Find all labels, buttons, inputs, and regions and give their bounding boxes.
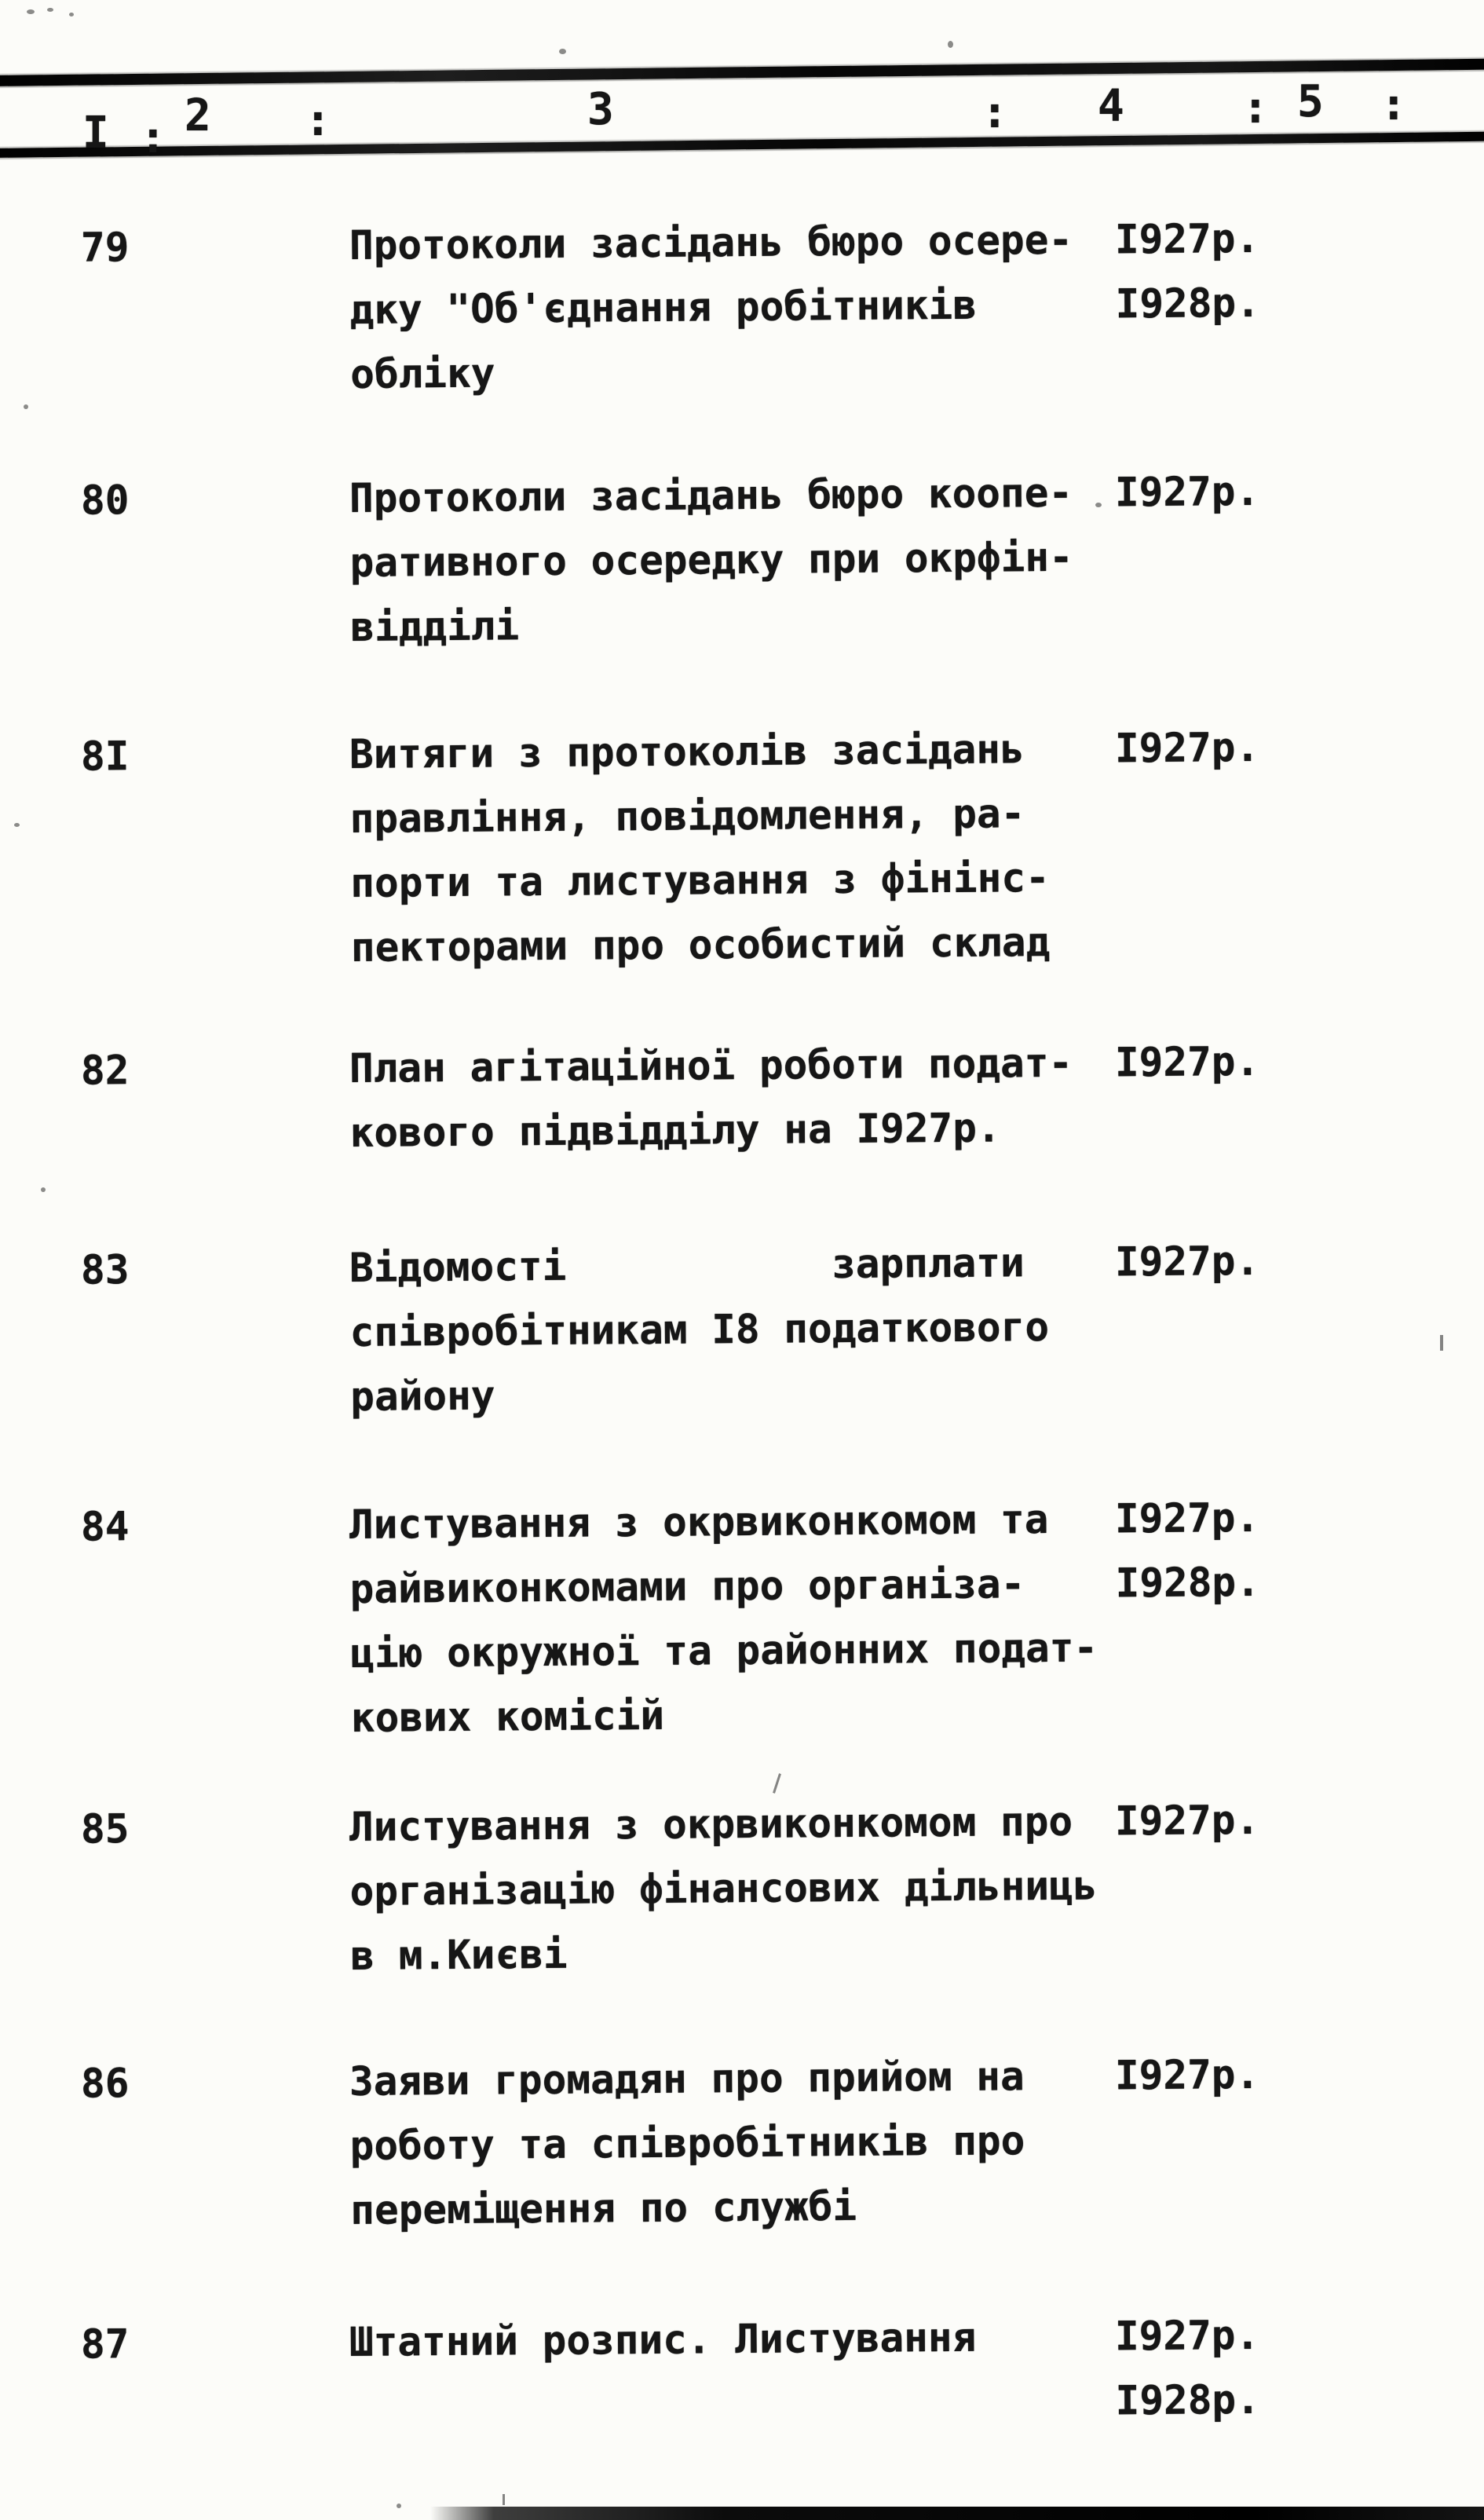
description-line: обліку — [350, 350, 495, 398]
description-line: переміщення по службі — [350, 2183, 857, 2234]
item-number: 80 — [80, 477, 130, 525]
scan-speck — [24, 404, 28, 409]
description-line: План агітаційної роботи подат- — [349, 1040, 1073, 1092]
item-years — [1114, 715, 1351, 773]
column-header: 3 — [587, 84, 614, 135]
column-header: : — [1242, 82, 1269, 133]
description-line: Протоколи засідань бюро коопе- — [349, 470, 1073, 522]
year-value: I927р. — [1114, 1238, 1260, 1286]
year-value: I928р. — [1115, 2376, 1261, 2425]
column-header: 4 — [1098, 81, 1124, 132]
item-description — [349, 2305, 1135, 2376]
scan-speck — [14, 823, 20, 827]
description-line: правління, повідомлення, ра- — [349, 791, 1025, 843]
year-value: I927р. — [1114, 468, 1260, 517]
description-line: кових комісій — [350, 1692, 665, 1742]
scan-speck — [1440, 1335, 1443, 1351]
year-value: I927р. — [1114, 724, 1260, 773]
description-line: дку "Об'єднання робітників — [349, 282, 978, 334]
description-line: Штатний розпис. Листування — [349, 2314, 977, 2366]
column-header: 2 — [185, 90, 211, 141]
scan-speck — [41, 1187, 46, 1192]
item-years — [1114, 1229, 1351, 1286]
description-line: району — [350, 1373, 495, 1421]
description-line: пекторами про особистий склад — [350, 919, 1051, 971]
item-number: 87 — [80, 2321, 130, 2368]
year-value: I927р. — [1114, 2312, 1260, 2361]
scan-speck — [948, 41, 953, 48]
scan-speck — [27, 9, 35, 14]
table-row — [0, 1228, 1484, 1421]
column-header: 5 — [1297, 76, 1324, 127]
item-description — [349, 1790, 1136, 1989]
description-line: порти та листування з фінінс- — [350, 854, 1050, 907]
description-line: Витяги з протоколів засідань — [349, 726, 1025, 778]
description-line: співробітникам I8 податкового — [349, 1304, 1050, 1356]
scan-speck — [559, 49, 566, 54]
item-years — [1114, 1030, 1351, 1087]
column-header: : — [305, 95, 331, 146]
year-value: I927р. — [1114, 2051, 1260, 2100]
description-line: райвиконкомами про організа- — [349, 1561, 1025, 1613]
item-number: 84 — [80, 1504, 130, 1551]
table-row — [0, 2042, 1484, 2234]
item-number: 79 — [80, 225, 130, 272]
description-line: кового підвідділу на I927р. — [349, 1105, 1001, 1157]
item-number: 82 — [80, 1048, 130, 1095]
item-description — [349, 1031, 1135, 1166]
item-number: 85 — [80, 1806, 130, 1853]
description-line: Відомості зарплати — [349, 1240, 1025, 1292]
year-value: I928р. — [1115, 280, 1261, 328]
table-row — [0, 715, 1484, 971]
table-row — [0, 1787, 1484, 1980]
description-line: Листування з окрвиконкомом про — [349, 1798, 1073, 1851]
scan-speck — [1095, 503, 1102, 507]
scan-speck — [69, 13, 74, 16]
column-header: : — [981, 87, 1008, 138]
column-header: : — [140, 112, 166, 163]
scan-speck — [397, 2504, 401, 2508]
scan-speck — [773, 1773, 781, 1794]
column-header: : — [1380, 79, 1407, 130]
year-value: I928р. — [1115, 1559, 1261, 1607]
description-line: Заяви громадян про прийом на — [349, 2054, 1025, 2105]
description-line: ративного осередку при окрфін- — [349, 534, 1073, 587]
item-number: 83 — [80, 1247, 130, 1294]
year-value: I927р. — [1114, 1038, 1260, 1087]
year-value: I927р. — [1114, 215, 1260, 264]
scan-speck — [503, 2494, 505, 2505]
item-years — [1114, 2043, 1351, 2100]
year-value: I927р. — [1114, 1494, 1260, 1543]
table-row — [0, 459, 1484, 651]
description-line: в м.Києві — [350, 1931, 568, 1980]
description-line: відділі — [350, 603, 520, 651]
column-header: I — [82, 108, 109, 159]
item-description — [349, 2044, 1136, 2244]
item-description — [349, 208, 1136, 408]
header-rule-bottom — [0, 131, 1484, 158]
item-years — [1114, 2303, 1351, 2425]
scan-speck — [47, 8, 53, 12]
description-line: Протоколи засідань бюро осере- — [349, 217, 1073, 269]
description-line: організацію фінансових дільниць — [349, 1863, 1098, 1915]
year-value: I927р. — [1114, 1797, 1260, 1845]
item-number: 86 — [80, 2061, 130, 2108]
description-line: цію окружної та районних подат- — [350, 1625, 1098, 1677]
table-row — [0, 1485, 1484, 1742]
item-years — [1114, 207, 1351, 328]
item-description — [349, 1487, 1137, 1751]
item-years — [1114, 1788, 1351, 1845]
table-row — [0, 1029, 1484, 1157]
item-description — [349, 461, 1136, 660]
item-years — [1114, 459, 1351, 517]
item-number: 8I — [80, 733, 130, 781]
item-description — [349, 1231, 1136, 1430]
table-row — [0, 2302, 1484, 2425]
item-description — [349, 717, 1137, 981]
item-years — [1114, 1486, 1351, 1607]
scanner-edge-band — [430, 2507, 1484, 2520]
table-row — [0, 206, 1484, 398]
description-line: роботу та співробітників про — [349, 2118, 1025, 2170]
description-line: Листування з окрвиконкомом та — [349, 1496, 1049, 1549]
